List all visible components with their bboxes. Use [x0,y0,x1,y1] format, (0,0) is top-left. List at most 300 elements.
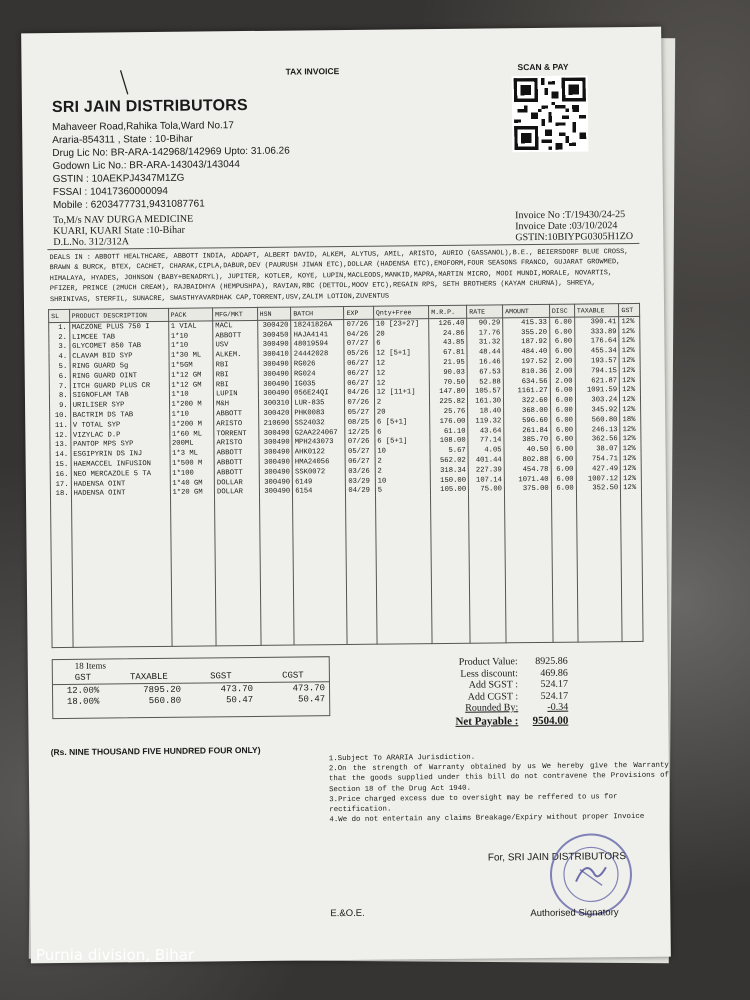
table-cell: 300420 [258,409,292,419]
add-cgst-label: Add CGST : [467,690,519,703]
product-value-label: Product Value: [458,656,518,668]
table-cell: 322.60 [504,396,551,406]
table-cell: BACTRIM DS TAB [70,410,169,421]
net-payable-row [408,715,568,728]
table-cell: RBI [213,380,258,390]
table-cell: 43.85 [429,338,467,348]
table-cell: 6.00 [551,425,576,435]
table-cell: 6.00 [550,396,575,406]
table-cell: 10 [23+27] [373,319,429,330]
table-cell: 754.71 [576,454,621,464]
table-cell: 300310 [258,399,292,409]
table-cell: 300450 [257,330,291,340]
table-cell: HAJA4141 [291,330,344,340]
table-cell: 6149 [293,477,346,487]
table-cell: 20 [374,407,430,417]
table-cell: 300490 [258,428,292,438]
table-cell: 6.00 [551,445,576,455]
table-cell: HADENSA OINT [71,479,170,490]
table-cell: 20 [374,329,430,339]
add-cgst: 524.17 [540,690,569,702]
table-cell: 10 [375,446,431,456]
company-mobile: Mobile : 6203477731,9431087761 [52,198,205,212]
gst-cell: 12.00% [66,685,100,696]
less-discount: 469.86 [540,667,568,679]
items-body [49,316,643,648]
table-cell: HAEMACCEL INFUSION [71,459,170,470]
customer-gstin: GSTIN:10BIYPG0305H1ZO [515,230,634,244]
table-cell: ABBOTT [213,331,258,341]
table-cell: 318.34 [430,466,468,476]
gst-head-gst: GST [74,672,92,683]
table-cell: HMA24056 [292,457,345,467]
table-cell: M&H [214,399,259,409]
col-taxable: TAXABLE [574,304,619,317]
table-cell: IG035 [292,379,345,389]
table-cell: 06/27 [345,369,374,379]
table-cell: 18241826A [291,320,344,331]
gst-cell: 7895.20 [143,684,182,696]
table-cell: 12% [619,337,640,347]
table-cell: 6. [49,372,70,382]
table-cell: CLAVAM BID SYP [70,351,169,362]
table-cell: 227.39 [468,465,504,475]
table-cell: 1*200 M [169,400,214,410]
gst-head-cgst: CGST [282,670,304,681]
table-cell: ESGIPYRIN DS INJ [71,449,170,460]
table-cell: 07/26 [345,437,374,447]
col-product: PRODUCT DESCRIPTION [69,308,168,322]
table-cell: 355.20 [503,328,550,338]
col-qty: Qnty+Free [373,306,429,320]
table-cell: MPH243073 [292,438,345,448]
table-cell: 261.84 [504,426,551,436]
authorised-signatory: Authorised Signatory [530,907,619,920]
table-cell: 150.00 [430,475,468,485]
table-cell: 03/26 [346,467,375,477]
table-cell: ABBOTT [214,448,259,458]
customer-address: KUARI, KUARI State :10-Bihar [53,224,185,238]
table-cell: 08/25 [345,418,374,428]
table-cell: 40.50 [504,445,551,455]
col-hsn: HSN [257,307,291,320]
invoice-date: Invoice Date :03/10/2024 [515,220,618,233]
table-cell: 17.76 [467,328,503,338]
table-cell: 75.00 [469,485,505,495]
col-gst: GST [619,303,640,316]
table-cell: AHK0122 [292,447,345,457]
table-cell: 1*60 ML [169,429,214,439]
table-cell: 1*10 [168,341,213,351]
table-cell: SSK0072 [292,467,345,477]
table-cell: 04/26 [345,388,374,398]
table-cell: ALKEM. [213,350,258,360]
scan-pay-label: SCAN & PAY [517,61,569,73]
table-cell: 18% [620,415,641,425]
table-cell: 12 [5+1] [374,349,430,359]
table-cell: 12% [620,425,641,435]
customer-block [53,214,193,248]
table-cell: 1*30 ML [168,351,213,361]
table-cell: RING GUARD 5g [70,361,169,372]
table-cell: RG024 [291,369,344,379]
table-cell: 6.00 [550,406,575,416]
table-cell: 333.89 [574,327,619,337]
table-cell: 5 [375,486,431,496]
table-cell: 176.00 [430,417,468,427]
items-table [48,303,644,649]
table-cell: 1071.40 [504,475,551,485]
table-cell: 05/27 [345,447,374,457]
table-cell: 16. [50,470,71,480]
invoice-meta [515,209,633,243]
table-cell: 634.56 [503,377,550,387]
table-cell: 12% [620,385,641,395]
table-cell: 161.30 [468,397,504,407]
table-cell: 1*100 [170,468,215,478]
table-cell: 5.67 [430,446,468,456]
table-cell: 2. [49,333,70,343]
table-cell: 2 [375,466,431,476]
table-cell: 21.95 [429,358,467,368]
table-cell: PHK0083 [292,408,345,418]
table-cell: 1*40 GM [170,478,215,488]
table-cell: 6.00 [551,474,576,484]
gst-cell: 50.47 [226,694,254,706]
gst-row [53,694,329,708]
col-sl: SL [49,309,70,322]
gst-cell: 473.70 [292,683,326,694]
table-cell: 12% [620,405,641,415]
table-cell: 12% [620,376,641,386]
table-cell: 06/27 [345,359,374,369]
col-batch: BATCH [291,307,344,321]
table-cell: TORRENT [214,429,259,439]
table-cell: 12% [620,444,641,454]
table-cell: 300490 [258,438,292,448]
table-cell: 1*5GM [169,361,214,371]
table-cell: 2.00 [550,357,575,367]
items-count: 18 Items [74,660,107,671]
table-cell: 7. [49,382,70,392]
table-cell: 12% [620,395,641,405]
table-cell: 375.00 [504,484,551,494]
table-cell: 12 [374,368,430,378]
table-cell: RING GUARD OINT [70,371,169,382]
company-name: SRI JAIN DISTRIBUTORS [51,97,248,117]
table-cell: 13. [50,440,71,450]
table-cell: 14. [50,450,71,460]
table-cell: 12% [620,434,641,444]
company-fssai: FSSAI : 10417360000094 [52,185,168,199]
table-cell: 300490 [258,370,292,380]
table-cell: 300490 [257,340,291,350]
table-cell: 105.00 [431,485,469,495]
table-cell: 1*10 [169,390,214,400]
table-cell: 6154 [293,487,346,497]
table-cell: ABBOTT [214,409,259,419]
table-cell: 67.53 [467,367,503,377]
table-cell: 12 [374,358,430,368]
table-cell: 193.57 [575,356,620,366]
table-cell: 12% [620,464,641,474]
table-cell: 2.00 [550,376,575,386]
table-cell: 6 [5+1] [374,417,430,427]
table-cell: 6.00 [550,386,575,396]
term-3: 3.Price charged excess due to oversight may be reffered to us for rectification. [329,792,618,815]
table-cell: 15. [50,460,71,470]
table-cell: 1161.27 [503,386,550,396]
table-cell: 562.02 [430,456,468,466]
table-cell: 455.34 [575,347,620,357]
product-value: 8925.86 [535,655,568,668]
gst-cell: 50.47 [298,694,326,705]
table-cell: SIGNOFLAM TAB [70,390,169,401]
table-cell: 6.00 [550,416,575,426]
table-cell: 12% [619,346,640,356]
table-cell: 61.10 [430,426,468,436]
table-cell: 70.50 [429,378,467,388]
company-address-1: Mahaveer Road,Rahika Tola,Ward No.17 [52,120,234,134]
less-discount-label: Less discount: [460,667,518,680]
term-2: 2.On the strength of Warranty obtained by us We hereby give the Warranty that the goods supplied under this bill do not contravene the Provisions of Section 18 of the Drug Act 1940. [328,761,670,794]
table-cell: 415.33 [503,317,550,328]
table-cell: 300420 [257,320,291,331]
table-cell: 6 [5+1] [375,437,431,447]
table-cell: 6.00 [551,435,576,445]
table-cell: 07/26 [345,398,374,408]
table-cell: 8. [49,391,70,401]
table-cell: 454.78 [504,465,551,475]
pen-mark [118,68,134,98]
table-cell: 345.92 [575,405,620,415]
col-mfg: MFG/MKT [213,307,258,320]
table-cell: 621.87 [575,376,620,386]
table-cell: 05/27 [345,408,374,418]
table-cell: LUR-835 [292,398,345,408]
table-cell: ABBOTT [214,458,259,468]
table-cell: USV [213,341,258,351]
table-cell: ARISTO [214,419,259,429]
table-cell: 560.80 [575,415,620,425]
table-cell: 31.32 [467,338,503,348]
table-cell: MACL [213,320,258,331]
photo-caption: Purnia division, Bihar [36,946,195,964]
table-cell: 187.92 [503,337,550,347]
table-cell: 352.50 [576,484,621,494]
table-cell: 362.56 [576,435,621,445]
table-cell: 10. [50,411,71,421]
table-cell: 427.49 [576,464,621,474]
rounded-value: -0.34 [547,701,569,713]
company-address-2: Araria-854311 , State : 10-Bihar [52,133,193,147]
table-cell: 802.88 [504,455,551,465]
table-cell: VIZYLAC D.P [70,430,169,441]
table-cell: 05/26 [344,349,373,359]
table-cell: ABBOTT [214,468,259,478]
rounded-row [408,702,568,715]
term-4: 4.We do not entertain any claims Breakage/Expiry without proper Invoice [329,813,645,825]
table-cell: 1*10 [169,410,214,420]
customer-name: To,M/s NAV DURGA MEDICINE [53,213,194,227]
invoice-number: Invoice No :T/19430/24-25 [515,209,626,222]
table-cell: 48019594 [291,340,344,350]
table-cell: DOLLAR [214,478,259,488]
net-payable: 9504.00 [532,714,569,727]
table-cell: SS24032 [292,418,345,428]
table-cell: 12% [619,356,640,366]
deals-in: DEALS IN : ABBOTT HEALTHCARE, ABBOTT INDIA, ADDAPT, ALBERT DAVID, ALKEM, ALYTUS, AMIL, ARISTO, AURIO (GASSANOL),B.E., BEIERSDORF BLUE CROSS, BRAWN & BURCK, BTEX, CACHET, CHARAK,CIPLA,DABUR,DEV (PAURUSH JIWAN ETC),DOLLAR (HADENSA ETC),EMOFORM,FOUR SEASONS FRANCO, GUJARAT GROWMED, HIMALAYA, HYADES, JOHNSON (BABY+BENADRYL), JUPITER, KOTLER, KOYE, LUPIN,MACLEODS,MANKID,MAPRA,MARTIN MICRO, MODI MUNDI,MORALE, NOVARTIS, PFIZER, PRINCE (2MUCH CREAM), RAJBAIDHYA (HEMPUSHPA), RAVIAN,RBC (DETTOL,MOOV ETC),REGAIN RPS, SETH BROTHERS (KAYAM CHURNA), SHREYA, SHRINIVAS, STERFIL, SUNACRE, SWASTHYAVARDHAK CAP,TORRENT,USV,ZALIM LOTION,ZUVENTUS [49,248,629,304]
gst-cell: 560.80 [148,695,182,707]
company-gstin: GSTIN : 10AEKPJ4347M1ZG [52,172,185,186]
table-cell: 48.44 [467,348,503,358]
table-cell: 12 [11+1] [374,388,430,398]
table-cell: 1 VIAL [168,321,213,332]
table-cell: 1*200 M [169,419,214,429]
table-cell: DOLLAR [214,487,259,497]
table-cell: 176.64 [575,337,620,347]
table-cell: RBI [213,370,258,380]
table-cell: 12% [619,366,640,376]
net-payable-label: Net Payable : [455,714,519,728]
table-cell: 1*10 [168,331,213,341]
table-cell: 03/29 [346,476,375,486]
table-cell: LIMCEE TAB [69,332,168,343]
col-exp: EXP [344,306,373,319]
table-cell: 385.70 [504,435,551,445]
term-1: 1.Subject To ARARIA Jurisdiction. [328,753,476,764]
table-cell: 1091.59 [575,386,620,396]
table-cell: 9. [50,401,71,411]
table-cell: G2AA224067 [292,428,345,438]
table-cell: 52.88 [467,377,503,387]
table-cell: URILISER SYP [70,400,169,411]
table-cell: 16.46 [467,358,503,368]
customer-dl: D.L.No. 312/312A [53,236,129,249]
company-stamp [546,829,637,920]
table-cell: ARISTO [214,438,259,448]
table-cell: 24.86 [429,329,467,339]
table-cell: GLYCOMET 850 TAB [70,341,169,352]
table-cell: 12% [621,483,642,493]
table-cell: 246.13 [576,425,621,435]
totals-block [408,656,569,729]
table-cell: 04/29 [346,486,375,496]
table-cell: HADENSA OINT [71,488,170,499]
drug-license: Drug Lic No: BR-ARA-142968/142969 Upto: 31.06.26 [52,145,290,160]
table-cell: 6 [374,339,430,349]
col-mrp: M.R.P. [429,305,467,318]
table-cell: 6.00 [549,317,574,328]
godown-license: Godown Lic No.: BR-ARA-143043/143044 [52,159,240,173]
table-cell: NEO MERCAZOLE 5 TA [71,469,170,480]
col-disc: DISC [549,304,574,317]
table-cell: 1007.12 [576,474,621,484]
table-cell: 04/26 [344,329,373,339]
table-cell: 90.03 [429,368,467,378]
table-cell: 368.00 [504,406,551,416]
table-cell: 12/25 [345,427,374,437]
table-cell: 1*12 GM [169,370,214,380]
table-cell: 300410 [258,350,292,360]
table-cell: 1*12 GM [169,380,214,390]
table-cell: 119.32 [468,416,504,426]
table-cell: 4. [49,352,70,362]
table-cell: 197.52 [503,357,550,367]
table-cell: 794.15 [575,366,620,376]
table-cell: 126.40 [429,318,467,329]
table-cell: 2 [374,397,430,407]
for-company: For, SRI JAIN DISTRIBUTORS [487,851,627,864]
table-cell: 300490 [259,448,293,458]
table-cell: 105.57 [468,387,504,397]
table-cell: 1*3 ML [170,449,215,459]
gst-cell: 473.70 [220,683,254,695]
table-cell: 18. [50,489,71,499]
table-cell: 10 [375,476,431,486]
table-cell: 147.80 [430,387,468,397]
table-cell: 5. [49,362,70,372]
rounded-label: Rounded By: [465,702,519,714]
invoice-paper [21,27,671,964]
table-cell: 17. [50,480,71,490]
table-cell: 12 [374,378,430,388]
table-cell: 300490 [259,477,293,487]
table-cell: 390.41 [574,317,619,328]
table-cell: 18.40 [468,407,504,417]
gst-summary-rows [53,683,329,708]
amount-in-words: (Rs. NINE THOUSAND FIVE HUNDRED FOUR ONLY) [50,744,261,758]
add-sgst-label: Add SGST : [468,679,519,691]
table-cell: 77.14 [468,436,504,446]
table-cell: 3. [49,342,70,352]
table-cell: 12% [620,454,641,464]
table-cell: 67.81 [429,348,467,358]
table-cell: 300490 [258,379,292,389]
table-cell: 25.76 [430,407,468,417]
table-cell: 6.00 [550,347,575,357]
table-cell: 596.60 [504,416,551,426]
table-cell: 810.36 [503,367,550,377]
table-cell: 303.24 [575,396,620,406]
table-cell: 24442028 [291,349,344,359]
company-block [52,97,291,212]
table-cell: 1. [49,322,70,333]
table-cell: 1*500 M [170,459,215,469]
table-cell: 056E24QI [292,389,345,399]
table-cell: 1*20 GM [170,488,215,498]
table-cell: 300490 [258,360,292,370]
table-cell: 4.05 [468,446,504,456]
table-cell: 6 [375,427,431,437]
table-cell: MACZONE PLUS 750 I [69,321,168,332]
table-cell: 06/27 [346,457,375,467]
col-amount: AMOUNT [503,304,550,317]
table-cell: 43.64 [468,426,504,436]
table-cell: 12% [619,316,640,327]
table-cell: 6.00 [551,465,576,475]
gst-summary [52,656,331,719]
table-cell: 07/27 [344,339,373,349]
table-cell: 6.00 [551,455,576,465]
col-pack: PACK [168,308,213,321]
tax-invoice-title: TAX INVOICE [285,66,340,77]
table-cell: 300490 [259,487,293,497]
table-cell: 38.07 [576,444,621,454]
gst-head-taxable: TAXABLE [129,671,168,683]
table-cell: 90.29 [467,318,503,329]
table-filler [51,493,644,648]
